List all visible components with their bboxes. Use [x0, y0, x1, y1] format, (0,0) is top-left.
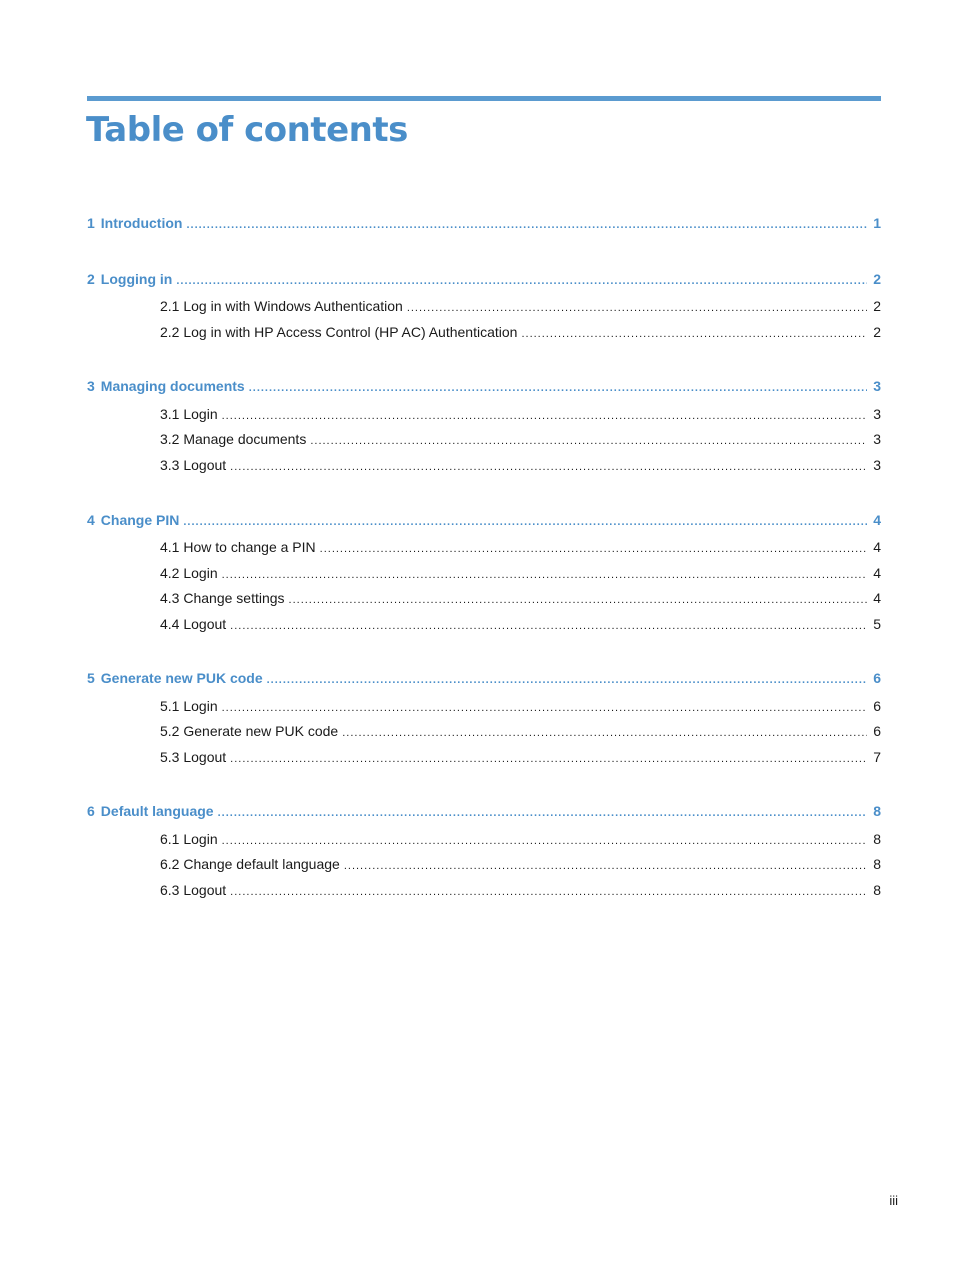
- toc-section-2-2[interactable]: [160, 322, 881, 342]
- dot-leader: [521, 324, 867, 342]
- page-number: 6: [873, 698, 881, 714]
- toc-section-3-2[interactable]: [160, 429, 881, 449]
- page-number: 3: [873, 457, 881, 473]
- page-number: 8: [873, 803, 881, 819]
- dot-leader: [320, 539, 867, 557]
- section-title: 6.2 Change default language: [160, 856, 340, 872]
- toc-section-5-1[interactable]: [160, 696, 881, 716]
- dot-leader: [310, 431, 867, 449]
- dot-leader: [222, 406, 867, 424]
- dot-leader: [344, 856, 867, 874]
- toc-section-4-4[interactable]: [160, 614, 881, 634]
- page-number: 4: [873, 512, 881, 528]
- chapter-title: Introduction: [100, 215, 183, 231]
- page-number: 8: [873, 882, 881, 898]
- chapter-number: 3: [87, 378, 95, 394]
- chapter-title: Generate new PUK code: [100, 670, 263, 686]
- page-number: 3: [873, 378, 881, 394]
- dot-leader: [183, 512, 867, 530]
- section-title: 4.1 How to change a PIN: [160, 539, 316, 555]
- dot-leader: [222, 565, 867, 583]
- section-title: 6.3 Logout: [160, 882, 227, 898]
- section-title: 2.1 Log in with Windows Authentication: [160, 298, 403, 314]
- chapter-number: 5: [87, 670, 95, 686]
- toc-chapter-generate-new-puk-code[interactable]: [87, 668, 881, 688]
- toc-section-4-1[interactable]: [160, 537, 881, 557]
- page-number: 8: [873, 831, 881, 847]
- dot-leader: [186, 215, 867, 233]
- toc-section-4-2[interactable]: [160, 563, 881, 583]
- section-title: 3.2 Manage documents: [160, 431, 307, 447]
- section-title: 3.3 Logout: [160, 457, 227, 473]
- page-folio: iii: [889, 1193, 898, 1208]
- page-number: 1: [873, 215, 881, 231]
- page-number: 6: [873, 670, 881, 686]
- chapter-title: Logging in: [100, 271, 173, 287]
- dot-leader: [407, 298, 867, 316]
- chapter-number: 2: [87, 271, 95, 287]
- chapter-title: Change PIN: [100, 512, 180, 528]
- page-number: 7: [873, 749, 881, 765]
- dot-leader: [230, 457, 867, 475]
- section-title: 4.4 Logout: [160, 616, 227, 632]
- section-title: 5.2 Generate new PUK code: [160, 723, 339, 739]
- page-number: 8: [873, 856, 881, 872]
- page-title: Table of contents: [86, 110, 408, 150]
- dot-leader: [222, 831, 867, 849]
- toc-chapter-managing-documents[interactable]: [87, 376, 881, 396]
- page-number: 2: [873, 324, 881, 340]
- toc-section-6-2[interactable]: [160, 854, 881, 874]
- dot-leader: [342, 723, 867, 741]
- page-number: 4: [873, 539, 881, 555]
- page-number: 2: [873, 298, 881, 314]
- toc-section-4-3[interactable]: [160, 588, 881, 608]
- toc-section-3-3[interactable]: [160, 455, 881, 475]
- chapter-number: 1: [87, 215, 95, 231]
- page-number: 6: [873, 723, 881, 739]
- chapter-title: Managing documents: [100, 378, 245, 394]
- page-number: 2: [873, 271, 881, 287]
- section-title: 6.1 Login: [160, 831, 218, 847]
- toc-chapter-change-pin[interactable]: [87, 510, 881, 530]
- title-rule: [87, 96, 881, 101]
- section-title: 3.1 Login: [160, 406, 218, 422]
- dot-leader: [222, 698, 867, 716]
- dot-leader: [230, 749, 867, 767]
- toc-chapter-default-language[interactable]: [87, 801, 881, 821]
- toc-chapter-logging-in[interactable]: [87, 269, 881, 289]
- toc-section-6-3[interactable]: [160, 880, 881, 900]
- chapter-number: 6: [87, 803, 95, 819]
- chapter-title: Default language: [100, 803, 214, 819]
- toc-section-2-1[interactable]: [160, 296, 881, 316]
- dot-leader: [267, 670, 867, 688]
- page-number: 3: [873, 431, 881, 447]
- dot-leader: [249, 378, 867, 396]
- toc-section-5-3[interactable]: [160, 747, 881, 767]
- toc-chapter-introduction[interactable]: [87, 213, 881, 233]
- page-number: 4: [873, 565, 881, 581]
- toc-section-5-2[interactable]: [160, 721, 881, 741]
- dot-leader: [230, 616, 867, 634]
- dot-leader: [289, 590, 867, 608]
- dot-leader: [230, 882, 867, 900]
- page-number: 3: [873, 406, 881, 422]
- dot-leader: [218, 803, 867, 821]
- toc-section-3-1[interactable]: [160, 404, 881, 424]
- page-number: 5: [873, 616, 881, 632]
- page-number: 4: [873, 590, 881, 606]
- toc-section-6-1[interactable]: [160, 829, 881, 849]
- section-title: 5.3 Logout: [160, 749, 227, 765]
- section-title: 5.1 Login: [160, 698, 218, 714]
- section-title: 4.2 Login: [160, 565, 218, 581]
- section-title: 4.3 Change settings: [160, 590, 285, 606]
- chapter-number: 4: [87, 512, 95, 528]
- dot-leader: [176, 271, 867, 289]
- section-title: 2.2 Log in with HP Access Control (HP AC) Authentication: [160, 324, 518, 340]
